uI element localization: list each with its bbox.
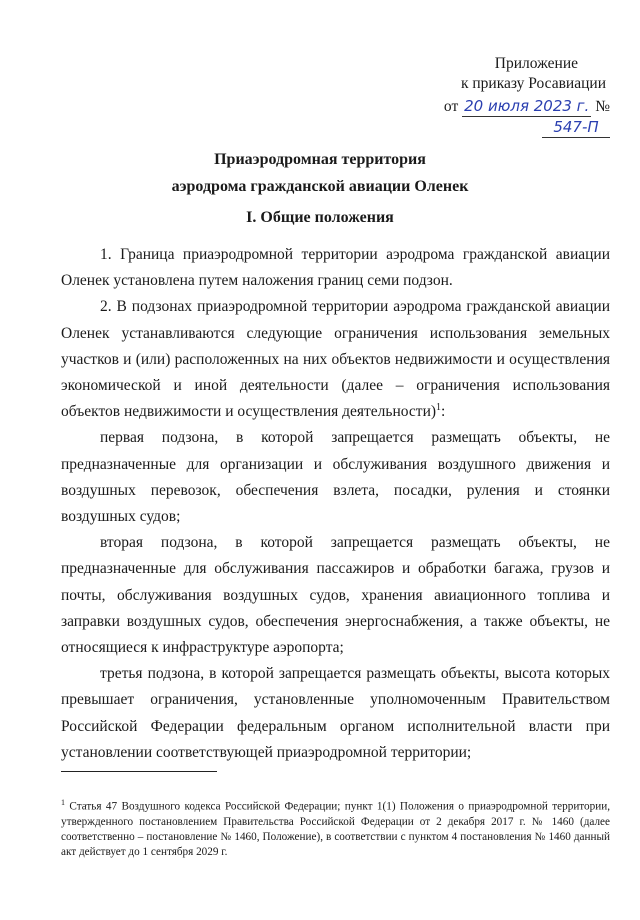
handwritten-number: 547-П [542,117,610,138]
paragraph-subzone-3: третья подзона, в которой запрещается размещать объекты, высота которых превышает ограничения, установленные уполномоченным Правительством Российской Федерации федеральным органом исполнительной власти при установлении соответствующей приаэродромной территории; [61,665,610,761]
document-body [61,242,610,766]
footnote [61,795,610,860]
handwritten-date: 20 июля 2023 г. [464,97,590,115]
paragraph-1: 1. Граница приаэродромной территории аэродрома гражданской авиации Оленек установлена путем наложения границ семи подзон. [61,246,610,290]
footnote-mark: 1 [61,798,65,807]
document-title-line2: аэродрома гражданской авиации Оленек [171,178,469,195]
paragraph-2 [61,294,610,425]
footnote-divider [61,771,217,772]
paragraph-subzone-2: вторая подзона, в которой запрещается размещать объекты, не предназначенные для обслуживания пассажиров и обработки багажа, грузов и почты, обслуживания воздушных судов, хранения авиационного топлива и заправки воздушных судов, обеспечения энергоснабжения, а также объекты, не относящиеся к инфраструктуре аэропорта; [61,534,610,657]
approval-from-label: от [443,98,459,115]
footnote-reference[interactable]: 1 [436,402,442,414]
approval-number-label: № [595,98,610,115]
paragraph-subzone-1: первая подзона, в которой запрещается размещать объекты, не предназначенные для организации и обслуживания воздушного движения и воздушных перевозок, обеспечения взлета, посадки, руления и стоянки воздушных судов; [61,429,610,526]
footnote-text: Статья 47 Воздушного кодекса Российской Федерации; пункт 1(1) Положения о приаэродромной территории, утвержденного постановлением Правительства Российской Федерации от 2 декабря 2017 г. № 1460 (далее соответственно – постановление № 1460, Положение), в соответствии с пунктом 4 постановления № 1460 данный акт действует до 1 сентября 2029 г. [61,800,611,858]
paragraph-2-text: 2. В подзонах приаэродромной территории аэродрома гражданской авиации Оленек устанавливаются следующие ограничения использования земельных участков и (или) расположенных на них объектов недвижимости и осуществления экономической и иной деятельности (далее – ограничения использования объектов недвижимости и осуществления деятельности) [61,298,610,421]
approval-block [390,54,610,138]
paragraph-2-end: : [441,403,446,421]
approval-heading: Приложение [494,55,578,72]
document-title-line1: Приаэродромная территория [214,151,426,168]
approval-order-ref: к приказу Росавиации [460,75,606,92]
section-heading: I. Общие положения [246,209,394,226]
approval-date-line [390,96,610,138]
